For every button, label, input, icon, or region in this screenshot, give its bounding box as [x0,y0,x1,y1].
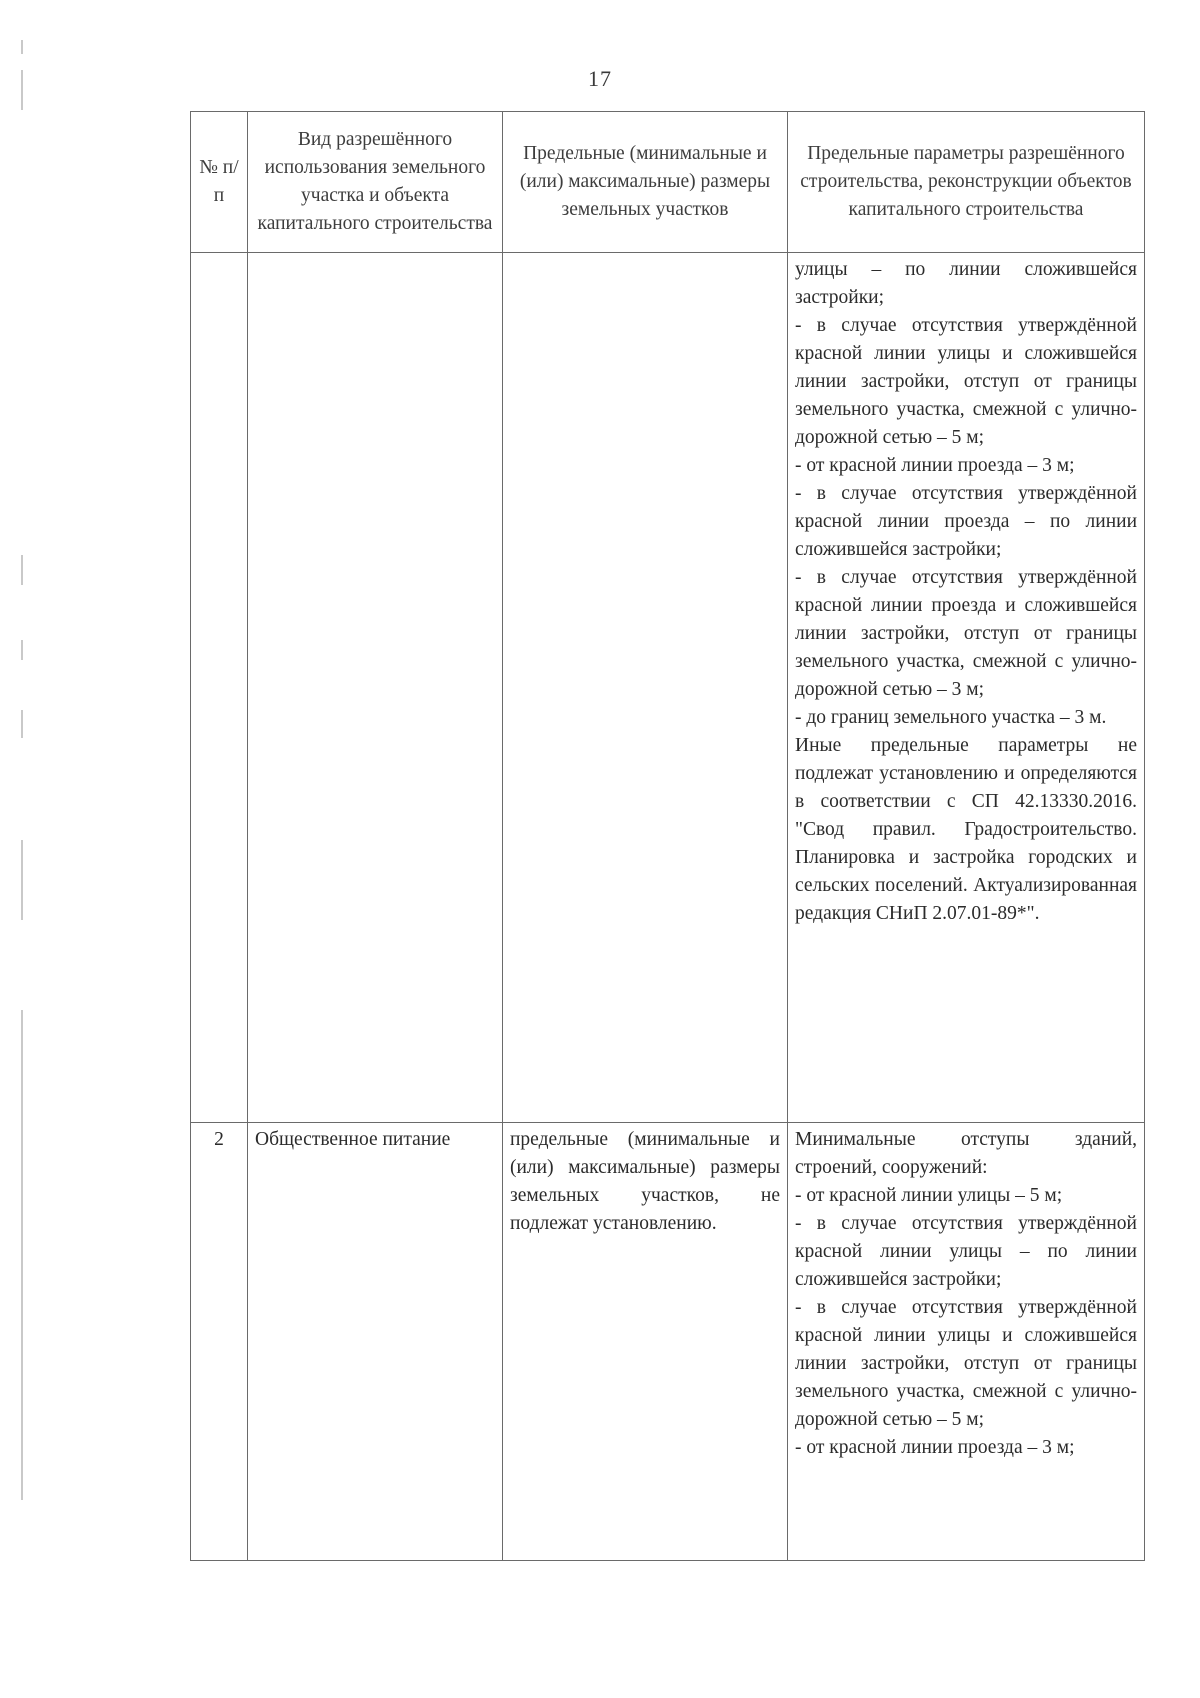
header-parameters: Предельные параметры разрешённого строительства, реконструкции объектов капитального строительства [788,112,1145,253]
parameter-line: Иные предельные параметры не подлежат установлению и определяются в соответствии с СП 42.13330.2016. "Свод правил. Градостроительство. Планировка и застройка городских и сельских поселений. Актуализированная редакция СНиП 2.07.01-89*". [795,735,1137,924]
scan-edge-mark [21,840,23,920]
row-plot-size: предельные (минимальные и (или) максимальные) размеры земельных участков, не подлежат установлению. [503,1123,788,1561]
row-number: 2 [191,1123,248,1561]
page-number: 17 [588,66,612,91]
scan-edge-mark [21,40,23,54]
parameter-line: улицы – по линии сложившейся застройки; [795,259,1137,308]
parameter-line: - до границ земельного участка – 3 м. [795,707,1107,728]
scan-edge-mark [21,640,23,660]
row-use-type: Общественное питание [248,1123,503,1561]
parameter-line: - в случае отсутствия утверждённой красной линии улицы – по линии сложившейся застройки; [795,1213,1137,1290]
table-row [191,1123,1145,1561]
parameter-line: - от красной линии проезда – 3 м; [795,1437,1075,1458]
zoning-regulations-table [190,111,1145,1561]
row-parameters [788,1123,1145,1561]
row-plot-size [503,253,788,1123]
header-number: № п/п [191,112,248,253]
header-use-type: Вид разрешённого использования земельного участка и объекта капитального строительства [248,112,503,253]
parameter-line: - в случае отсутствия утверждённой красной линии проезда и сложившейся линии застройки, отступ от границы земельного участка, смежной с улично-дорожной сетью – 3 м; [795,567,1137,700]
parameter-line: Минимальные отступы зданий, строений, сооружений: [795,1129,1137,1178]
scan-edge-mark [21,1010,23,1500]
table-header-row [191,112,1145,253]
parameter-line: - от красной линии проезда – 3 м; [795,455,1075,476]
parameter-line: - от красной линии улицы – 5 м; [795,1185,1063,1206]
row-use-type [248,253,503,1123]
header-plot-size: Предельные (минимальные и (или) максимальные) размеры земельных участков [503,112,788,253]
row-number [191,253,248,1123]
parameter-line: - в случае отсутствия утверждённой красной линии улицы и сложившейся линии застройки, отступ от границы земельного участка, смежной с улично-дорожной сетью – 5 м; [795,1297,1137,1430]
scan-edge-mark [21,555,23,585]
row-parameters [788,253,1145,1123]
parameter-line: - в случае отсутствия утверждённой красной линии проезда – по линии сложившейся застройки; [795,483,1137,560]
table-row [191,253,1145,1123]
parameter-line: - в случае отсутствия утверждённой красной линии улицы и сложившейся линии застройки, отступ от границы земельного участка, смежной с улично-дорожной сетью – 5 м; [795,315,1137,448]
scan-edge-mark [21,710,23,738]
